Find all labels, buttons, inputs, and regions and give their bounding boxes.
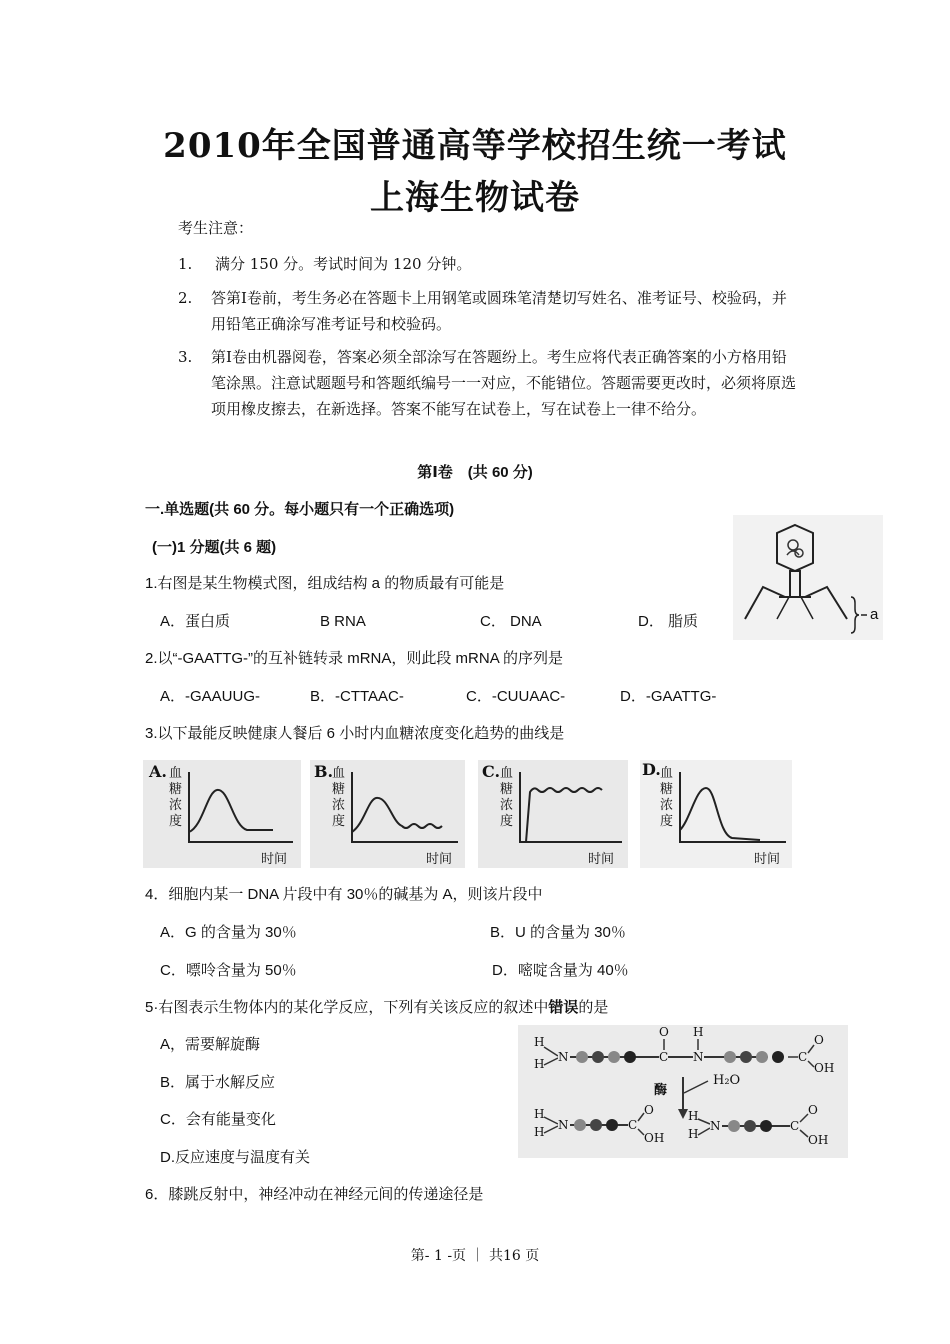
q4-option-a: A．G 的含量为 30％ [160,924,297,941]
q6-stem: 6．膝跳反射中，神经冲动在神经元间的传递途径是 [145,1186,484,1203]
graph-a-ylabel-1: 血 [169,766,183,781]
notice-heading: 考生注意： [178,219,254,237]
graph-b-ylabel-2: 糖 [332,782,346,797]
rx-top-o2: O [814,1033,824,1047]
graph-a-ylabel-3: 浓 [169,798,183,813]
volume-heading: 第Ⅰ卷 (共 60 分) [417,464,533,481]
graph-b-letter: B. [314,762,334,781]
q1-option-c: C． DNA [480,613,542,630]
graph-c [478,760,628,868]
rx-br-oh: OH [808,1133,829,1147]
q3-stem: 3.以下最能反映健康人餐后 6 小时内血糖浓度变化趋势的曲线是 [145,725,565,742]
q2-stem: 2.以“-GAATTG-”的互补链转录 mRNA，则此段 mRNA 的序列是 [145,650,564,667]
notice-text-2: 答第Ⅰ卷前，考生务必在答题卡上用钢笔或圆珠笔清楚切写姓名、准考证号、校验码，并用铅笔正确涂写准考证号和校验码。 [211,289,787,333]
graph-d [640,760,792,868]
q5-stem-emphasis: 错误 [548,999,579,1016]
q5-option-c: C．会有能量变化 [160,1111,276,1128]
rx-bl-n: N [558,1118,569,1132]
page-title: 2010年全国普通高等学校招生统一考试 [163,126,787,166]
q1-option-a: A．蛋白质 [160,613,231,630]
notice-num-1: 1. [178,255,193,273]
rx-bl-c: C [628,1118,638,1132]
rx-br-o: O [808,1103,818,1117]
q4-stem: 4．细胞内某一 DNA 片段中有 30％的碱基为 A，则该片段中 [145,886,543,903]
rx-top-h1: H [534,1035,545,1049]
q5-stem-post: 的是 [578,999,609,1016]
q5-stem [145,995,608,1021]
phage-figure [733,515,883,640]
q4-option-d: D．嘧啶含量为 40％ [492,962,629,979]
q2-option-b: B．-CTTAAC- [310,688,404,705]
rx-br-h1: H [688,1109,699,1123]
q5-option-a: A，需要解旋酶 [160,1036,261,1053]
graph-c-letter: C. [482,762,501,781]
graph-a-letter: A. [149,762,167,781]
rx-bl-h2: H [534,1125,545,1139]
rx-top-n1: N [558,1050,569,1064]
graph-d-xlabel: 时间 [754,852,781,867]
graph-c-ylabel-4: 度 [500,814,514,829]
q1-option-d: D． 脂质 [638,613,699,630]
q5-option-b: B．属于水解反应 [160,1074,276,1091]
graph-c-ylabel-2: 糖 [500,782,514,797]
rx-enzyme-label: 酶 [654,1083,668,1098]
graph-d-ylabel-1: 血 [660,766,674,781]
q5-option-d: D.反应速度与温度有关 [160,1149,311,1166]
rx-top-oh: OH [814,1061,835,1075]
graph-d-ylabel-2: 糖 [660,782,674,797]
notice-num-3: 3. [178,348,193,366]
rx-top-h2: H [534,1057,545,1071]
graph-d-ylabel-3: 浓 [660,798,674,813]
graph-b-xlabel: 时间 [426,852,453,867]
rx-br-c: C [790,1119,800,1133]
rx-top-o1: O [659,1025,669,1039]
graph-b [310,760,465,868]
graph-b-ylabel-3: 浓 [332,798,346,813]
rx-br-h2: H [688,1127,699,1141]
rx-water-label: H₂O [713,1073,741,1088]
rx-bl-o: O [644,1103,654,1117]
graph-b-ylabel-1: 血 [332,766,346,781]
q1-stem: 1.右图是某生物模式图，组成结构 a 的物质最有可能是 [145,575,505,592]
notice-text-1: 满分 150 分。考试时间为 120 分钟。 [215,255,472,273]
notice-num-2: 2. [178,289,193,307]
graph-a-ylabel-4: 度 [169,814,183,829]
graph-a-ylabel-2: 糖 [169,782,183,797]
part-heading: 一.单选题(共 60 分。每小题只有一个正确选项) [145,501,455,518]
graph-b-ylabel-4: 度 [332,814,346,829]
q4-option-c: C．嘌呤含量为 50％ [160,962,297,979]
reaction-figure [518,1025,848,1158]
graph-d-ylabel-4: 度 [660,814,674,829]
graph-c-xlabel: 时间 [588,852,615,867]
graph-c-ylabel-1: 血 [500,766,514,781]
rx-br-n: N [710,1119,721,1133]
rx-top-n2: N [693,1050,704,1064]
q2-option-d: D．-GAATTG- [620,688,717,705]
q1-option-b: B RNA [320,613,366,630]
rx-top-h3: H [693,1025,704,1039]
graph-d-letter: D. [642,760,661,779]
rx-bl-h1: H [534,1107,545,1121]
page-subtitle: 上海生物试卷 [370,178,580,218]
rx-top-c1: C [659,1050,669,1064]
phage-label-a: a [870,606,879,623]
rx-top-c2: C [798,1050,808,1064]
graph-a-xlabel: 时间 [261,852,288,867]
sub-heading: (一)1 分题(共 6 题) [152,539,277,556]
rx-bl-oh: OH [644,1131,665,1145]
graph-a [143,760,301,868]
page-footer: 第- 1 -页 ｜ 共16 页 [410,1248,540,1264]
notice-text-3: 第Ⅰ卷由机器阅卷，答案必须全部涂写在答题纷上。考生应将代表正确答案的小方格用铅笔涂黑。注意试题题号和答题纸编号一一对应，不能错位。答题需要更改时，必须将原选项用橡皮擦去，在新选择。答案不能写在试卷上，写在试卷上一律不给分。 [211,348,797,418]
q2-option-c: C．-CUUAAC- [466,688,566,705]
q5-stem-pre: 5·右图表示生物体内的某化学反应，下列有关该反应的叙述中 [145,999,549,1016]
q2-option-a: A．-GAAUUG- [160,688,261,705]
q4-option-b: B．U 的含量为 30％ [490,924,626,941]
graph-c-ylabel-3: 浓 [500,798,514,813]
